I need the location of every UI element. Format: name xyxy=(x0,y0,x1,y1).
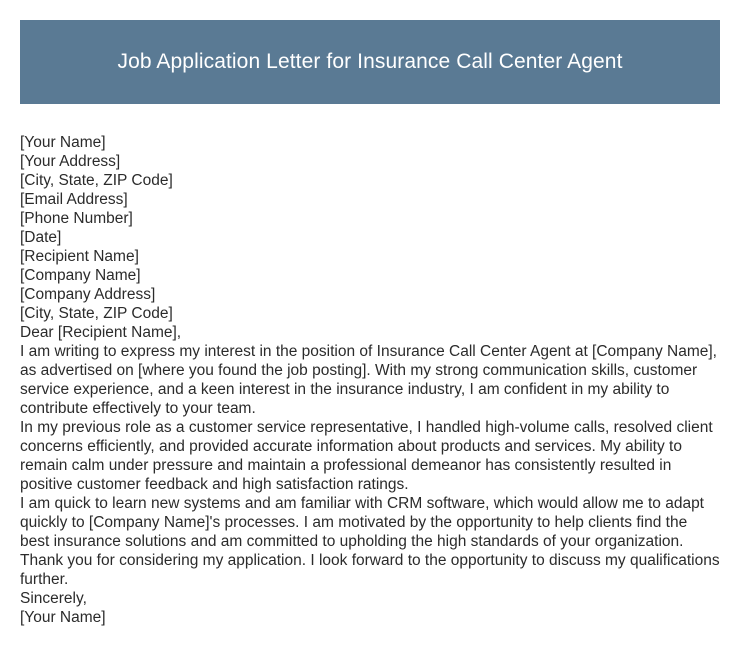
letter-body xyxy=(20,133,720,627)
paragraph-experience: In my previous role as a customer service representative, I handled high-volume calls, resolved client concerns efficiently, and provided accurate information about products and services. My ability to remain calm under pressure and maintain a professional demeanor has consistently resulted in positive customer feedback and high satisfaction ratings. xyxy=(20,419,713,493)
closing: Sincerely, xyxy=(20,590,87,607)
paragraph-skills: I am quick to learn new systems and am familiar with CRM software, which would allow me to adapt quickly to [Company Name]'s processes. I am motivated by the opportunity to help clients find the best insurance solutions and am committed to upholding the high standards of your organization. xyxy=(20,495,704,550)
sender-name: [Your Name] xyxy=(20,134,106,151)
sender-phone: [Phone Number] xyxy=(20,210,133,227)
paragraph-closing: Thank you for considering my application. I look forward to the opportunity to discuss my qualifications further. xyxy=(20,552,720,588)
recipient-name: [Recipient Name] xyxy=(20,248,139,265)
recipient-city-state-zip: [City, State, ZIP Code] xyxy=(20,305,173,322)
salutation: Dear [Recipient Name], xyxy=(20,324,182,341)
signature: [Your Name] xyxy=(20,609,106,626)
title-banner xyxy=(20,20,720,104)
paragraph-intro: I am writing to express my interest in the position of Insurance Call Center Agent at [Company Name], as advertised on [where you found the job posting]. With my strong communication skills, customer service experience, and a keen interest in the insurance industry, I am confident in my ability to contribute effectively to your team. xyxy=(20,343,717,417)
sender-address: [Your Address] xyxy=(20,153,121,170)
recipient-company-address: [Company Address] xyxy=(20,286,156,303)
sender-city-state-zip: [City, State, ZIP Code] xyxy=(20,172,173,189)
page-title: Job Application Letter for Insurance Call Center Agent xyxy=(117,50,623,73)
recipient-company: [Company Name] xyxy=(20,267,141,284)
sender-email: [Email Address] xyxy=(20,191,128,208)
letter-date: [Date] xyxy=(20,229,62,246)
